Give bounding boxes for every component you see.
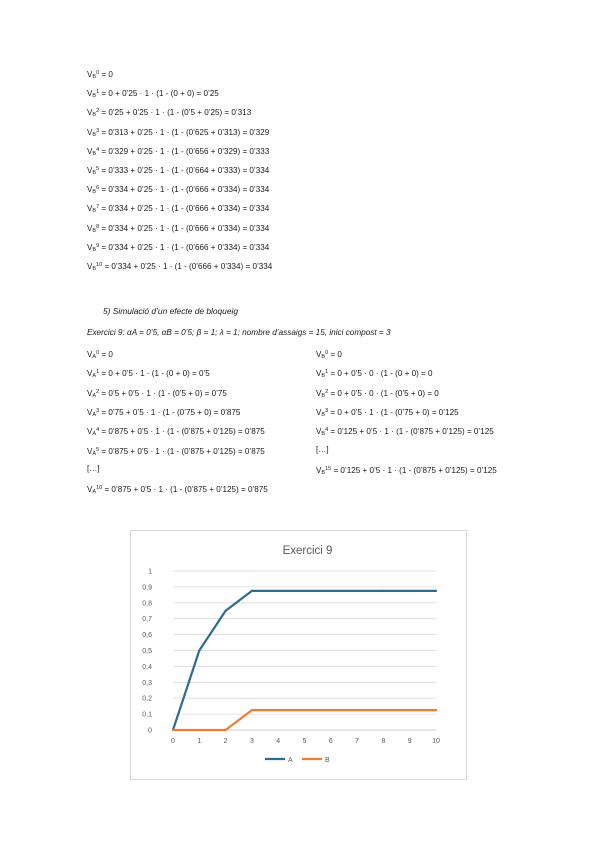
- stimulus-subscript: A: [92, 392, 97, 399]
- symbol-v: V: [87, 485, 93, 495]
- va-equation-line: [87, 367, 210, 381]
- line-chart: [131, 531, 466, 779]
- x-tick-label: 3: [249, 738, 254, 745]
- stimulus-subscript: B: [321, 411, 326, 418]
- trial-superscript: 1: [96, 369, 100, 376]
- vb-equation-line: [87, 126, 269, 140]
- stimulus-subscript: B: [321, 431, 326, 438]
- equation-text: = 0’334 + 0’25 · 1 · (1 - (0’666 + 0’334) = 0’334: [99, 223, 270, 233]
- exercise-params: Exercici 9: αA = 0’5, αB = 0’5; β = 1; λ = 1; nombre d’assaigs = 15, inici compost = 3: [87, 328, 391, 337]
- y-tick-label: 1: [148, 568, 152, 576]
- stimulus-subscript: A: [92, 373, 97, 380]
- equation-text: = 0: [99, 70, 113, 79]
- trial-superscript: 7: [96, 204, 100, 211]
- symbol-v: V: [87, 446, 93, 456]
- symbol-v: V: [316, 407, 322, 417]
- data-point-b: [198, 729, 200, 731]
- equation-text: = 0’875 + 0’5 · 1 · (1 - (0’875 + 0’125) = 0’875: [102, 485, 268, 495]
- vb-ex9-equation-line: [316, 464, 497, 478]
- vb-ex9-equation-line: [316, 406, 459, 420]
- symbol-v: V: [87, 70, 93, 79]
- symbol-v: V: [87, 350, 93, 359]
- y-tick-label: 0,6: [142, 632, 152, 640]
- trial-superscript: 3: [325, 407, 329, 414]
- vb-ex9-equation-line: [316, 367, 433, 381]
- stimulus-subscript: B: [92, 266, 97, 272]
- symbol-v: V: [87, 204, 93, 214]
- stimulus-subscript: B: [92, 189, 97, 196]
- data-point-b: [435, 709, 437, 711]
- y-tick-label: 0,5: [142, 648, 152, 655]
- x-tick-label: 0: [171, 738, 175, 745]
- symbol-v: V: [316, 427, 322, 437]
- equation-text: = 0: [99, 350, 113, 359]
- trial-superscript: 0: [96, 70, 100, 76]
- trial-superscript: 2: [96, 388, 100, 395]
- symbol-v: V: [316, 369, 322, 379]
- vb-ex9-equation-line: [316, 387, 439, 401]
- stimulus-subscript: B: [321, 392, 326, 399]
- trial-superscript: 3: [96, 127, 100, 134]
- data-point-a: [277, 590, 279, 592]
- vb-equation-line: [87, 202, 269, 216]
- trial-superscript: 6: [96, 185, 100, 192]
- trial-superscript: 4: [325, 427, 329, 434]
- y-tick-label: 0,2: [142, 695, 152, 703]
- data-point-b: [303, 709, 305, 711]
- equation-text: = 0’334 + 0’25 · 1 · (1 - (0’666 + 0’334) = 0’334: [102, 262, 273, 271]
- data-point-b: [251, 709, 253, 711]
- symbol-v: V: [87, 166, 93, 175]
- data-point-b: [172, 729, 174, 731]
- trial-superscript: 15: [325, 465, 332, 472]
- stimulus-subscript: B: [92, 93, 97, 100]
- symbol-v: V: [87, 223, 93, 233]
- trial-superscript: 9: [96, 242, 100, 249]
- symbol-v: V: [87, 185, 93, 195]
- stimulus-subscript: B: [321, 354, 326, 360]
- x-tick-label: 8: [381, 738, 386, 745]
- equation-text: = 0’125 + 0’5 · 1 · (1 - (0’875 + 0’125) = 0’125: [331, 465, 497, 475]
- legend-label-b: B: [325, 757, 330, 764]
- x-tick-label: 6: [328, 738, 333, 745]
- stimulus-subscript: A: [92, 431, 97, 438]
- data-point-a: [382, 590, 384, 592]
- stimulus-subscript: A: [92, 489, 97, 496]
- data-point-b: [382, 709, 384, 711]
- x-tick-label: 5: [302, 738, 307, 745]
- equation-text: […]: [316, 444, 329, 454]
- x-tick-label: 10: [432, 738, 440, 745]
- vb-equation-line: [87, 183, 269, 197]
- equation-text: = 0 + 0’5 · 1 · (1 - (0 + 0) = 0’5: [99, 369, 210, 379]
- equation-text: = 0 + 0’5 · 0 · (1 - (0 + 0) = 0: [328, 369, 433, 379]
- y-tick-label: 0: [148, 727, 152, 735]
- va-equation-line: [87, 483, 268, 497]
- va-equation-line: [87, 387, 227, 401]
- trial-superscript: 4: [96, 427, 100, 434]
- data-point-a: [409, 590, 411, 592]
- symbol-v: V: [87, 108, 93, 118]
- vb-ex9-equation-line: [316, 445, 329, 455]
- y-tick-label: 0,1: [142, 711, 152, 719]
- data-point-a: [251, 590, 253, 592]
- data-point-a: [225, 610, 227, 612]
- stimulus-subscript: B: [321, 469, 326, 476]
- va-equation-line: [87, 445, 265, 459]
- x-tick-label: 7: [355, 738, 360, 745]
- equation-text: = 0’313 + 0’25 · 1 · (1 - (0’625 + 0’313) = 0’329: [99, 127, 270, 137]
- trial-superscript: 2: [96, 108, 100, 115]
- symbol-v: V: [87, 407, 93, 417]
- equation-text: = 0’329 + 0’25 · 1 · (1 - (0’656 + 0’329) = 0’333: [99, 146, 270, 156]
- trial-superscript: 1: [96, 89, 100, 96]
- stimulus-subscript: B: [92, 112, 97, 119]
- trial-superscript: 5: [96, 446, 100, 453]
- y-tick-label: 0,3: [142, 679, 152, 687]
- trial-superscript: 4: [96, 146, 100, 153]
- data-point-b: [330, 709, 332, 711]
- stimulus-subscript: B: [92, 131, 97, 138]
- data-point-b: [409, 709, 411, 711]
- vb-equation-line: [87, 164, 269, 178]
- stimulus-subscript: B: [92, 170, 97, 176]
- trial-superscript: 10: [96, 485, 103, 492]
- data-point-a: [303, 590, 305, 592]
- section-heading: 5) Simulació d’un efecte de bloqueig: [103, 306, 239, 316]
- x-tick-label: 2: [223, 738, 228, 745]
- equation-text: = 0 + 0’5 · 1 · (1 - (0’75 + 0) = 0’125: [328, 407, 459, 417]
- equation-text: = 0 + 0’25 · 1 · (1 - (0 + 0) = 0’25: [99, 89, 219, 99]
- stimulus-subscript: B: [92, 74, 97, 80]
- vb-equation-line: [87, 68, 113, 82]
- vb-equation-line: [87, 260, 272, 274]
- chart-title: Exercici 9: [282, 545, 333, 557]
- x-tick-label: 1: [197, 738, 202, 745]
- equation-text: = 0’333 + 0’25 · 1 · (1 - (0’664 + 0’333) = 0’334: [99, 166, 270, 175]
- trial-superscript: 5: [96, 166, 100, 172]
- trial-superscript: 2: [325, 388, 329, 395]
- symbol-v: V: [87, 146, 93, 156]
- equation-text: = 0: [328, 350, 342, 359]
- va-equation-line: [87, 464, 100, 474]
- data-point-b: [225, 729, 227, 731]
- va-equation-line: [87, 348, 113, 362]
- vb-ex9-equation-line: [316, 348, 342, 362]
- equation-text: = 0’334 + 0’25 · 1 · (1 - (0’666 + 0’334) = 0’334: [99, 185, 270, 195]
- symbol-v: V: [316, 350, 322, 359]
- symbol-v: V: [316, 465, 322, 475]
- data-point-b: [277, 709, 279, 711]
- va-equation-line: [87, 425, 265, 439]
- trial-superscript: 8: [96, 223, 100, 230]
- equation-text: […]: [87, 463, 100, 473]
- stimulus-subscript: B: [321, 373, 326, 380]
- va-equation-line: [87, 406, 240, 420]
- data-point-a: [435, 590, 437, 592]
- symbol-v: V: [87, 127, 93, 137]
- trial-superscript: 0: [325, 350, 329, 356]
- trial-superscript: 1: [325, 369, 329, 376]
- trial-superscript: 10: [96, 262, 103, 268]
- y-tick-label: 0,4: [142, 663, 152, 671]
- equation-text: = 0 + 0’5 · 0 · (1 - (0’5 + 0) = 0: [328, 388, 439, 398]
- vb-ex9-equation-line: [316, 425, 494, 439]
- equation-text: = 0’334 + 0’25 · 1 · (1 - (0’666 + 0’334) = 0’334: [99, 242, 270, 252]
- equation-text: = 0’75 + 0’5 · 1 · (1 - (0’75 + 0) = 0’875: [99, 407, 241, 417]
- stimulus-subscript: A: [92, 354, 97, 360]
- equation-text: = 0’875 + 0’5 · 1 · (1 - (0’875 + 0’125) = 0’875: [99, 427, 265, 437]
- symbol-v: V: [87, 388, 93, 398]
- trial-superscript: 0: [96, 350, 100, 356]
- symbol-v: V: [87, 369, 93, 379]
- vb-equation-line: [87, 222, 269, 236]
- symbol-v: V: [87, 89, 93, 99]
- stimulus-subscript: B: [92, 208, 97, 215]
- symbol-v: V: [87, 262, 93, 271]
- symbol-v: V: [316, 388, 322, 398]
- equation-text: = 0’875 + 0’5 · 1 · (1 - (0’875 + 0’125) = 0’875: [99, 446, 265, 456]
- y-tick-label: 0,7: [142, 616, 152, 624]
- vb-equation-line: [87, 241, 269, 255]
- symbol-v: V: [87, 242, 93, 252]
- y-tick-label: 0,8: [142, 600, 152, 608]
- stimulus-subscript: A: [92, 411, 97, 418]
- legend-label-a: A: [288, 757, 293, 764]
- equation-text: = 0’25 + 0’25 · 1 · (1 - (0’5 + 0’25) = 0’313: [99, 108, 252, 118]
- chart-frame: [130, 530, 467, 780]
- y-tick-label: 0,9: [142, 584, 152, 592]
- data-point-b: [356, 709, 358, 711]
- data-point-a: [198, 649, 200, 651]
- vb-equation-line: [87, 145, 269, 159]
- vb-equation-line: [87, 87, 219, 101]
- equation-text: = 0’5 + 0’5 · 1 · (1 - (0’5 + 0) = 0’75: [99, 388, 227, 398]
- symbol-v: V: [87, 427, 93, 437]
- data-point-a: [356, 590, 358, 592]
- equation-text: = 0’334 + 0’25 · 1 · (1 - (0’666 + 0’334) = 0’334: [99, 204, 270, 214]
- x-tick-label: 4: [276, 738, 281, 745]
- x-tick-label: 9: [407, 738, 412, 745]
- stimulus-subscript: B: [92, 150, 97, 157]
- stimulus-subscript: A: [92, 450, 97, 457]
- data-point-a: [330, 590, 332, 592]
- series-line-b: [173, 710, 436, 730]
- stimulus-subscript: B: [92, 227, 97, 234]
- stimulus-subscript: B: [92, 246, 97, 253]
- vb-equation-line: [87, 106, 251, 120]
- trial-superscript: 3: [96, 407, 100, 414]
- equation-text: = 0’125 + 0’5 · 1 · (1 - (0’875 + 0’125) = 0’125: [328, 427, 494, 437]
